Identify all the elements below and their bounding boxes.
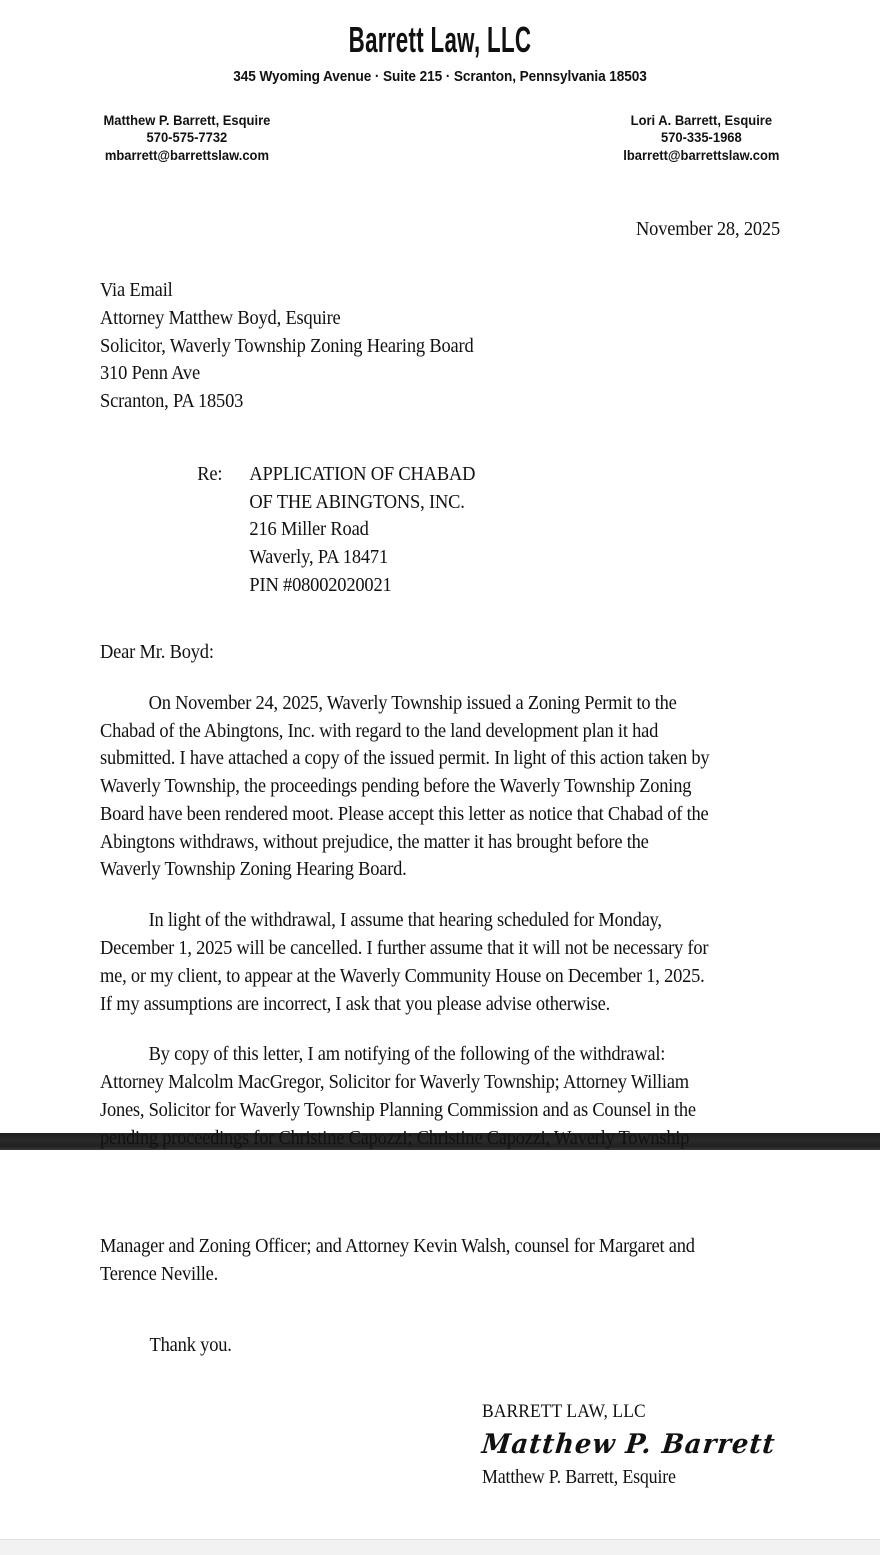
recipient-street: 310 Penn Ave xyxy=(100,362,200,385)
re-label: Re: xyxy=(197,462,223,485)
contact-phone: 570-335-1968 xyxy=(661,130,742,146)
firm-address: 345 Wyoming Avenue · Suite 215 · Scranton, Pennsylvania 18503 xyxy=(233,69,647,85)
body-paragraph-2: In light of the withdrawal, I assume that hearing scheduled for Monday, December 1, 2025 will be cancelled. I further assume that it will not be necessary for me, or my client, to appear at the Waverly Community House on December 1, 2025. If my assumptions are incorrect, I ask that you please advise otherwise. xyxy=(100,909,709,1015)
signature-firm-name: BARRETT LAW, LLC xyxy=(482,1401,646,1423)
recipient-address-block xyxy=(100,277,712,415)
recipient-city-state: Scranton, PA 18503 xyxy=(100,390,244,413)
letter-date-text: November 28, 2025 xyxy=(636,217,780,240)
letterhead xyxy=(0,0,880,85)
recipient-name: Attorney Matthew Boyd, Esquire xyxy=(100,307,341,330)
signature-printed-name: Matthew P. Barrett, Esquire xyxy=(482,1466,676,1488)
viewer-bottom-strip xyxy=(0,1539,880,1555)
re-line-pin: PIN #08002020021 xyxy=(249,573,392,596)
re-line-street: 216 Miller Road xyxy=(249,518,369,541)
contact-phone: 570-575-7732 xyxy=(146,130,228,146)
contact-email[interactable]: mbarrett@barrettslaw.com xyxy=(104,147,269,163)
contact-block-lori-barrett xyxy=(624,112,780,164)
attorney-contacts xyxy=(0,112,880,164)
delivery-method: Via Email xyxy=(100,279,173,302)
letter-body-page-one xyxy=(0,216,880,1153)
recipient-title: Solicitor, Waverly Township Zoning Hearing Board xyxy=(100,334,474,357)
handwritten-signature: Matthew P. Barrett xyxy=(480,1428,778,1460)
re-line-entity: OF THE ABINGTONS, INC. xyxy=(249,490,465,513)
re-subject-block xyxy=(100,461,712,599)
re-line-application: APPLICATION OF CHABAD xyxy=(249,462,476,485)
body-paragraph-1: On November 24, 2025, Waverly Township issued a Zoning Permit to the Chabad of the Abingtons, Inc. with regard to the land development plan it had submitted. I have attached a copy of the issued permit. In light of this action taken by Waverly Township, the proceedings pending before the Waverly Township Zoning Board have been rendered moot. Please accept this letter as notice that Chabad of the Abingtons withdraws, without prejudice, the matter it has brought before the Waverly Township Zoning Hearing Board. xyxy=(100,691,710,881)
contact-block-matthew-barrett xyxy=(103,112,270,164)
contact-name: Lori A. Barrett, Esquire xyxy=(630,113,773,128)
firm-name: Barrett Law, LLC xyxy=(348,19,532,60)
letter-date xyxy=(100,216,780,244)
letter-body-page-two xyxy=(0,1233,880,1491)
salutation: Dear Mr. Boyd: xyxy=(100,641,214,664)
closing-thank-you: Thank you. xyxy=(149,1333,232,1356)
contact-name: Matthew P. Barrett, Esquire xyxy=(103,113,271,128)
body-paragraph-3: By copy of this letter, I am notifying of the following of the withdrawal: Attorney Malcolm MacGregor, Solicitor for Waverly Township; Attorney William Jones, Solicitor for Waverly Township Planning Commission and as Counsel in the pending proceedings for Christine Capozzi; Christine Capozzi, Waverly Township xyxy=(100,1043,696,1149)
re-line-city-state: Waverly, PA 18471 xyxy=(249,545,389,568)
contact-email[interactable]: lbarrett@barrettslaw.com xyxy=(623,147,780,163)
letter-page-two xyxy=(0,1233,880,1555)
signature-block xyxy=(100,1399,780,1491)
re-lines xyxy=(249,461,475,599)
continuation-paragraph: Manager and Zoning Officer; and Attorney Kevin Walsh, counsel for Margaret and Terence Neville. xyxy=(100,1235,695,1285)
